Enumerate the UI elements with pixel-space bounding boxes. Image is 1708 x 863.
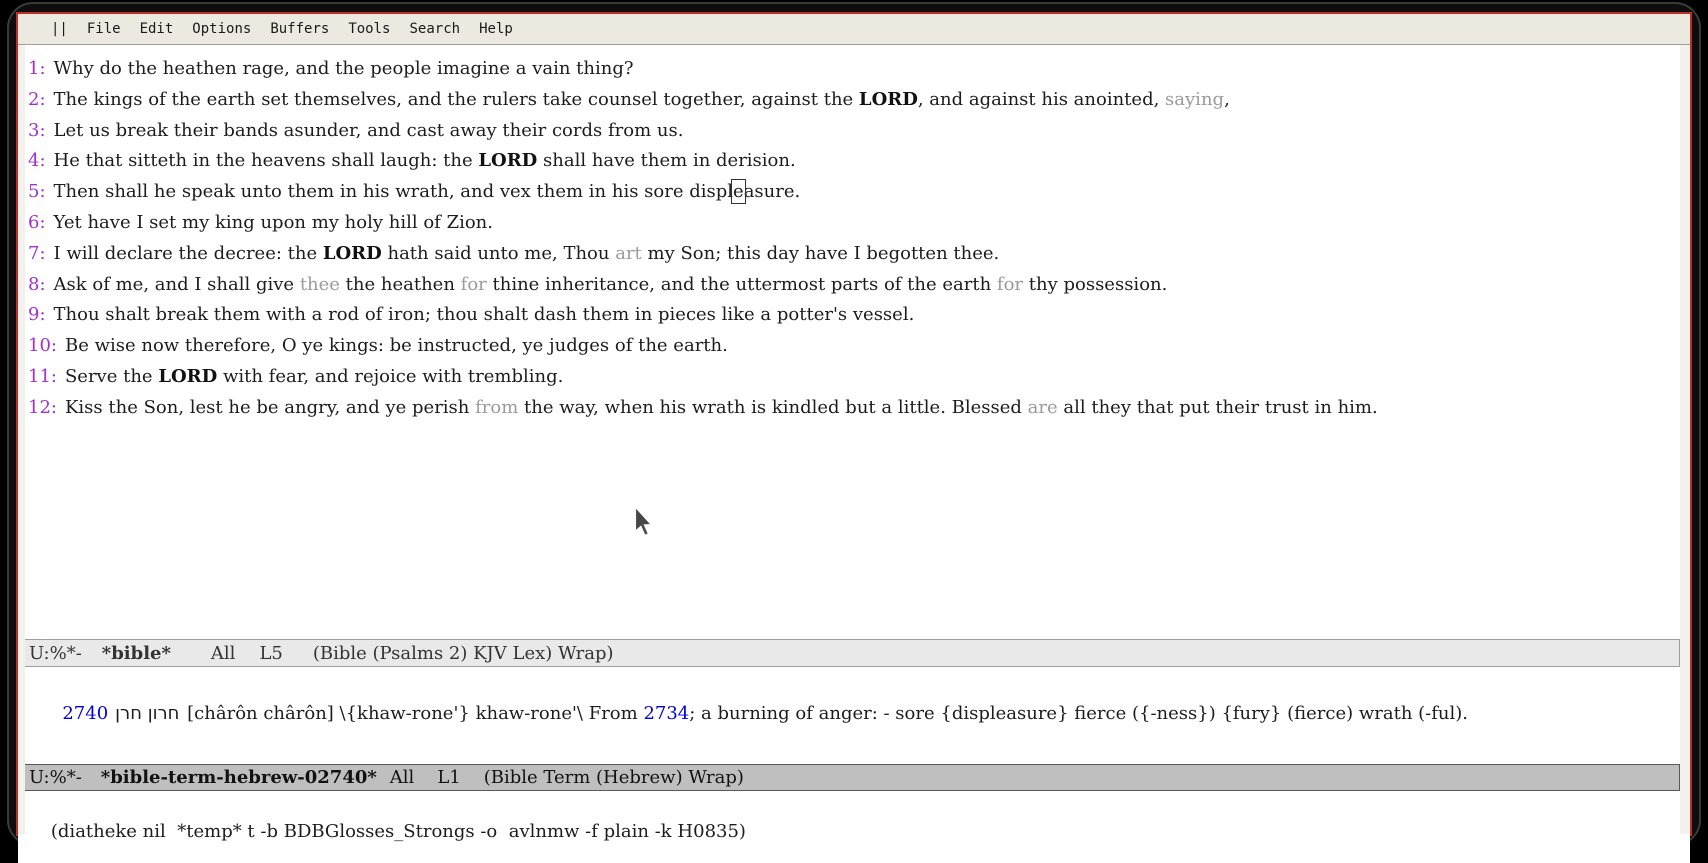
verse-text: Be wise now therefore, O ye kings: be instructed, ye judges of the earth.	[64, 335, 728, 357]
menu-item-help[interactable]: Help	[479, 21, 513, 37]
verse-line-12[interactable]	[28, 393, 1690, 424]
verse-number: 2:	[28, 88, 46, 110]
divine-name-text: LORD	[322, 242, 382, 264]
verse-text: I will declare the decree: the	[53, 242, 323, 264]
echo-message: (diatheke nil *temp* t -b BDBGlosses_Strongs -o avlnmw -f plain -k H0835)	[50, 821, 746, 842]
scrollbar-area[interactable]	[1680, 45, 1690, 834]
verse-number: 9:	[28, 304, 46, 326]
verse-text: shall have them in derision.	[537, 150, 796, 172]
verse-text: the heathen	[339, 273, 461, 295]
menu-item-edit[interactable]: Edit	[139, 21, 174, 37]
menu-item-file[interactable]: File	[86, 21, 121, 37]
definition-text: ; a burning of anger: - sore {displeasure} fierce ({-ness}) {fury} (fierce) wrath (-ful).	[689, 703, 1469, 724]
verse-text: Ask of me, and I shall give	[53, 273, 300, 295]
verse-line-11[interactable]	[28, 362, 1690, 393]
verse-number: 5:	[28, 181, 46, 203]
verse-line-5[interactable]	[28, 177, 1690, 208]
verse-text: Kiss the Son, lest he be angry, and ye perish	[64, 396, 476, 418]
verse-number: 3:	[28, 119, 46, 141]
verse-line-10[interactable]	[28, 331, 1690, 362]
modeline-buffer-name[interactable]: *bible-term-hebrew-02740*	[100, 767, 377, 788]
modeline-buffer-name[interactable]: *bible*	[101, 642, 171, 664]
verse-text: The kings of the earth set themselves, and the rulers take counsel together, against the	[53, 88, 859, 110]
verse-number: 10:	[28, 335, 57, 357]
menu-item-bars[interactable]: ||	[51, 21, 68, 37]
left-fringe	[18, 45, 25, 834]
verse-number: 4:	[28, 150, 46, 172]
hebrew-word: חרון חרן	[115, 703, 180, 724]
verse-number: 12:	[28, 396, 57, 418]
verse-text: with fear, and rejoice with trembling.	[217, 365, 564, 387]
verse-text: thy possession.	[1023, 273, 1168, 295]
verse-number: 7:	[28, 242, 46, 264]
verse-text: asure.	[743, 181, 801, 203]
strong-reference-link[interactable]: 2734	[643, 703, 690, 724]
verse-line-7[interactable]	[28, 239, 1690, 270]
modeline-scroll-position: All	[389, 767, 415, 788]
divine-name-text: LORD	[158, 365, 218, 387]
modeline-line-number: L1	[437, 767, 461, 788]
echo-area	[18, 791, 1690, 863]
verse-list[interactable]	[18, 45, 1690, 424]
menu-item-options[interactable]: Options	[192, 21, 252, 37]
verse-line-9[interactable]	[28, 300, 1690, 331]
verse-line-1[interactable]	[28, 54, 1690, 85]
verse-text: He that sitteth in the heavens shall laugh: the	[53, 150, 479, 172]
bible-buffer[interactable]	[18, 45, 1690, 639]
verse-line-4[interactable]	[28, 146, 1690, 177]
verse-text: hath said unto me, Thou	[381, 242, 616, 264]
modeline-status-flags: U:%*-	[29, 767, 82, 788]
added-word-text: art	[615, 242, 642, 264]
verse-number: 11:	[28, 365, 57, 387]
verse-text: Thou shalt break them with a rod of iron; thou shalt dash them in pieces like a potter's vessel.	[53, 304, 915, 326]
emacs-frame	[16, 12, 1692, 842]
modeline-status-flags: U:%*-	[29, 642, 82, 664]
added-word-text: thee	[299, 273, 340, 295]
modeline-major-mode[interactable]: (Bible Term (Hebrew) Wrap)	[483, 767, 744, 788]
added-word-text: are	[1027, 396, 1058, 418]
verse-text: Serve the	[64, 365, 159, 387]
verse-text: Why do the heathen rage, and the people imagine a vain thing?	[53, 58, 634, 79]
menu-item-tools[interactable]: Tools	[348, 21, 391, 37]
verse-text: , and against his anointed,	[917, 88, 1166, 110]
verse-line-6[interactable]	[28, 208, 1690, 239]
verse-line-8[interactable]	[28, 270, 1690, 301]
verse-text: ,	[1224, 88, 1230, 110]
divine-name-text: LORD	[858, 88, 918, 110]
menu-bar[interactable]	[18, 14, 1690, 45]
verse-text: all they that put their trust in him.	[1057, 396, 1378, 418]
mouse-pointer-icon	[633, 507, 654, 537]
transliteration-text: [chârôn chârôn] \{khaw-rone'} khaw-rone'\ From	[181, 703, 644, 724]
verse-text: Then shall he speak unto them in his wrath, and vex them in his sore displ	[53, 181, 734, 203]
strong-number-link[interactable]: 2740	[62, 703, 109, 724]
verse-text: Yet have I set my king upon my holy hill of Zion.	[53, 211, 493, 233]
modeline-scroll-position: All	[210, 642, 236, 664]
menu-item-search[interactable]: Search	[409, 21, 461, 37]
verse-line-2[interactable]	[28, 85, 1690, 116]
divine-name-text: LORD	[478, 150, 538, 172]
added-word-text: saying	[1165, 88, 1225, 110]
lexicon-buffer[interactable]	[18, 667, 1690, 764]
modeline-line-number: L5	[259, 642, 283, 664]
verse-number: 8:	[28, 273, 46, 295]
added-word-text: for	[996, 273, 1024, 295]
modeline-bible[interactable]	[18, 639, 1680, 667]
added-word-text: for	[460, 273, 487, 295]
verse-text: Let us break their bands asunder, and cast away their cords from us.	[53, 119, 684, 141]
verse-text: the way, when his wrath is kindled but a little. Blessed	[518, 396, 1028, 418]
verse-number: 1:	[28, 58, 46, 79]
verse-text: my Son; this day have I begotten thee.	[641, 242, 1000, 264]
text-cursor: e	[733, 181, 744, 203]
lexicon-entry-line	[18, 667, 1690, 754]
verse-line-3[interactable]	[28, 116, 1690, 147]
verse-text: thine inheritance, and the uttermost parts of the earth	[486, 273, 997, 295]
added-word-text: from	[475, 396, 519, 418]
modeline-lexicon[interactable]	[18, 764, 1680, 791]
modeline-major-mode[interactable]: (Bible (Psalms 2) KJV Lex) Wrap)	[312, 642, 614, 664]
verse-number: 6:	[28, 211, 46, 233]
menu-item-buffers[interactable]: Buffers	[270, 21, 330, 37]
